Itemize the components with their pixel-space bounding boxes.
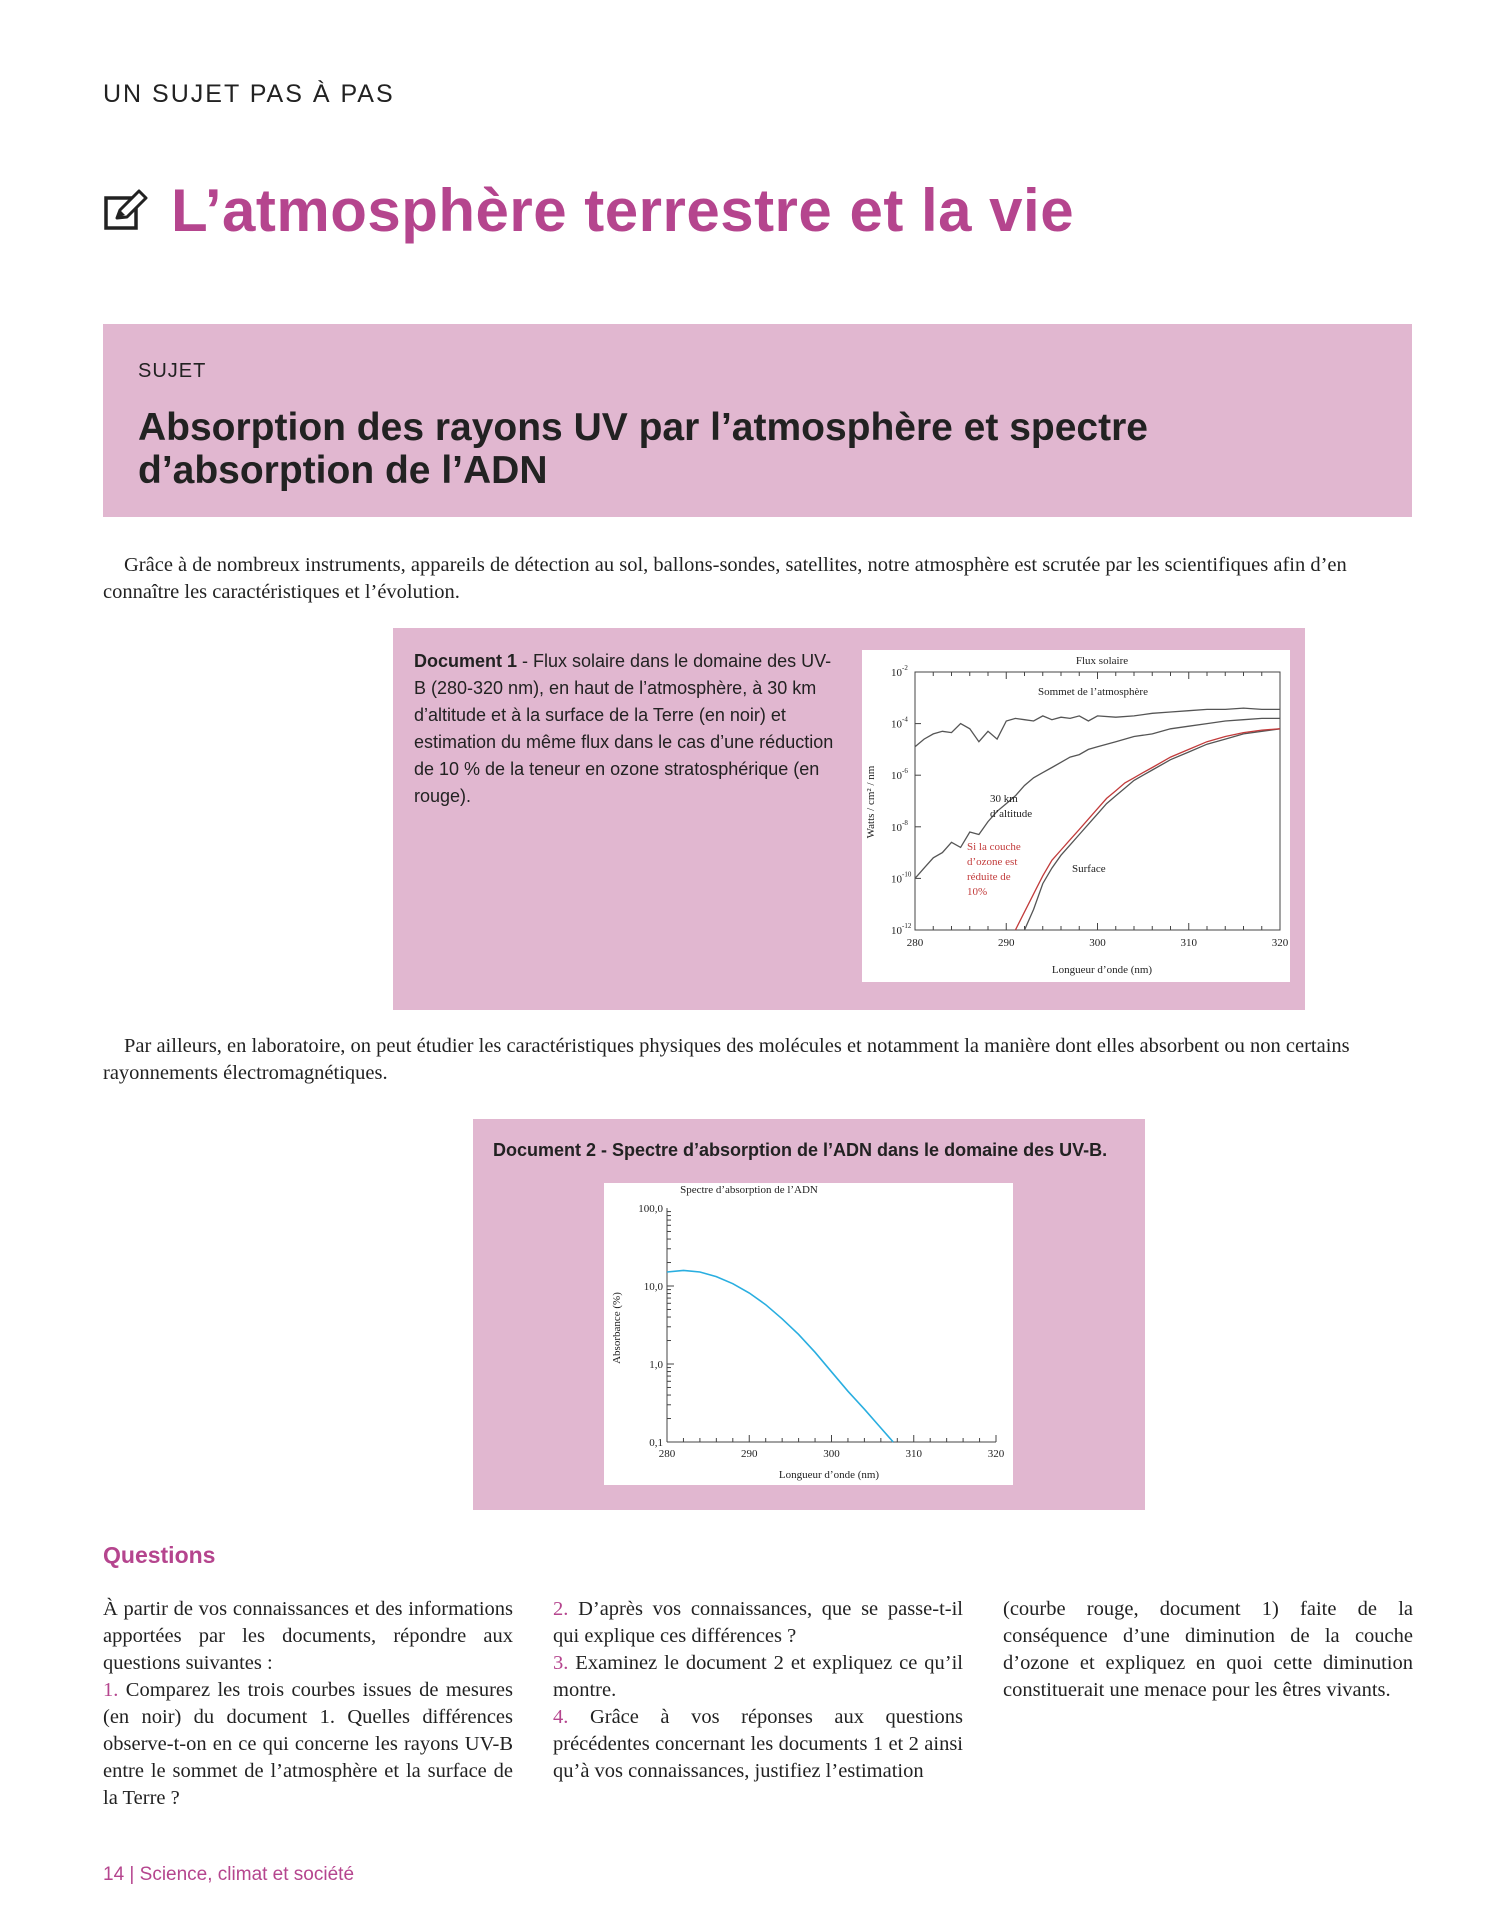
chart-title: Spectre d’absorption de l’ADN (680, 1184, 818, 1196)
solar-flux-chart (862, 650, 1290, 982)
question-number: 3. (553, 1652, 569, 1674)
sujet-label: SUJET (138, 360, 207, 382)
annotation-30km: d’altitude (990, 808, 1033, 820)
questions-column-1 (103, 1596, 513, 1812)
page-number: 14 (103, 1864, 125, 1885)
questions-heading: Questions (103, 1542, 216, 1568)
x-tick-label: 310 (1180, 937, 1197, 949)
doc2-chart-panel (604, 1183, 1013, 1485)
chart-title: Flux solaire (1075, 655, 1129, 667)
question-text: D’après vos connaissances, que se passe-t-il qui explique ces différences ? (553, 1598, 963, 1647)
series-line-0 (667, 1270, 893, 1442)
y-tick-label: 1,0 (649, 1359, 663, 1371)
y-tick-exponent: -2 (902, 664, 908, 672)
y-tick-label: $10^{-4}$ (891, 715, 908, 731)
document-2 (473, 1119, 1145, 1510)
question-number: 2. (553, 1598, 569, 1620)
dna-absorption-chart (604, 1183, 1013, 1485)
x-axis-label: Longueur d’onde (nm) (1051, 964, 1153, 976)
x-tick-label: 310 (905, 1448, 922, 1460)
y-axis-label: Watts / cm² / nm (865, 765, 877, 839)
annotation-red: d’ozone est (967, 856, 1018, 868)
doc1-chart-panel (862, 650, 1290, 982)
question-text: Examinez le document 2 et expliquez ce qu’il montre. (553, 1652, 963, 1701)
page-title-row (103, 176, 1074, 245)
section-kicker: UN SUJET PAS À PAS (103, 80, 395, 108)
x-tick-label: 280 (658, 1448, 676, 1460)
series-line-0 (915, 708, 1280, 747)
document-1 (393, 628, 1305, 1010)
sujet-title: Absorption des rayons UV par l’atmosphère et spectre d’absorption de l’ADN (138, 406, 1148, 492)
y-axis-label: Absorbance (%) (611, 1292, 623, 1364)
y-tick-exponent: -12 (902, 922, 912, 930)
edit-note-icon (103, 188, 149, 234)
sujet-banner (103, 324, 1412, 517)
y-tick-label: $10^{-12}$ (891, 922, 912, 937)
annotation-top: Sommet de l’atmosphère (1038, 686, 1148, 698)
annotation-red: 10% (967, 886, 988, 898)
x-tick-label: 290 (741, 1448, 758, 1460)
question-text: Grâce à vos réponses aux questions précédentes concernant les documents 1 et 2 ainsi qu’à vos connaissances, justifiez l’estimation (553, 1706, 964, 1782)
question-3 (553, 1650, 963, 1704)
questions-column-3 (1003, 1596, 1413, 1704)
y-tick-exponent: -6 (902, 767, 908, 776)
page-title: L’atmosphère terrestre et la vie (171, 177, 1075, 244)
transition-paragraph: Par ailleurs, en laboratoire, on peut étudier les caractéristiques physiques des molécules et notamment la manière dont elles absorbent ou non certains rayonnements électromagnétiques. (103, 1035, 1350, 1084)
y-tick-label: 10,0 (643, 1281, 663, 1293)
y-tick-label: $10^{-8}$ (891, 818, 908, 834)
book-title: Science, climat et société (139, 1864, 355, 1885)
question-text: Comparez les trois courbes issues de mesures (en noir) du document 1. Quelles différences observe-t-on en ce qui concerne les rayons UV-B entre le sommet de l’atmosphère et la surface de la Terre ? (103, 1679, 514, 1809)
y-tick-exponent: -8 (902, 818, 908, 827)
doc1-caption (414, 648, 834, 810)
x-axis-label: Longueur d’onde (nm) (778, 1469, 880, 1481)
y-tick-label: $10^{-2}$ (891, 664, 908, 679)
y-tick-label: 0,1 (649, 1437, 663, 1449)
intro-paragraph: Grâce à de nombreux instruments, appareils de détection au sol, ballons-sondes, satellites, notre atmosphère est scrutée par les scientifiques afin d’en connaître les caractéristiques et l’évolution. (103, 554, 1347, 603)
x-tick-label: 300 (1089, 937, 1106, 949)
question-number: 4. (553, 1706, 569, 1728)
series-line-2 (1025, 729, 1281, 930)
y-tick-label: $10^{-10}$ (891, 870, 912, 886)
y-tick-label: 100,0 (638, 1203, 663, 1215)
series-line-3 (1015, 729, 1280, 930)
question-4-continued: (courbe rouge, document 1) faite de la conséquence d’une diminution de la couche d’ozone et expliquez en quoi cette diminution constituerait une menace pour les êtres vivants. (1003, 1598, 1413, 1701)
annotation-red: Si la couche (967, 841, 1021, 853)
y-tick-exponent: -4 (902, 715, 908, 724)
doc2-caption: Document 2 - Spectre d’absorption de l’ADN dans le domaine des UV-B. (493, 1140, 1108, 1160)
question-2 (553, 1596, 963, 1650)
x-tick-label: 320 (987, 1448, 1005, 1460)
x-tick-label: 300 (823, 1448, 840, 1460)
doc1-label: Document 1 (414, 651, 518, 671)
x-tick-label: 320 (1271, 937, 1289, 949)
question-4 (553, 1704, 963, 1785)
page-footer (103, 1864, 354, 1886)
annotation-30km: 30 km (990, 793, 1018, 805)
x-tick-label: 280 (906, 937, 924, 949)
x-tick-label: 290 (998, 937, 1015, 949)
annotation-surface: Surface (1072, 863, 1106, 875)
series-line-1 (915, 718, 1280, 878)
annotation-red: réduite de (967, 871, 1011, 883)
questions-column-2 (553, 1596, 963, 1785)
question-number: 1. (103, 1679, 119, 1701)
question-1 (103, 1677, 513, 1812)
doc1-caption-text: - Flux solaire dans le domaine des UV-B (280-320 nm), en haut de l’atmosphère, à 30 km d’altitude et à la surface de la Terre (en noir) et estimation du même flux dans le cas d’une réduction de 10 % de la teneur en ozone stratosphérique (en rouge). (414, 651, 834, 806)
y-tick-label: $10^{-6}$ (891, 767, 908, 783)
y-tick-exponent: -10 (902, 870, 912, 879)
footer-separator: | (124, 1864, 140, 1885)
questions-intro: À partir de vos connaissances et des informations apportées par les documents, répondre aux questions suivantes : (103, 1598, 513, 1674)
